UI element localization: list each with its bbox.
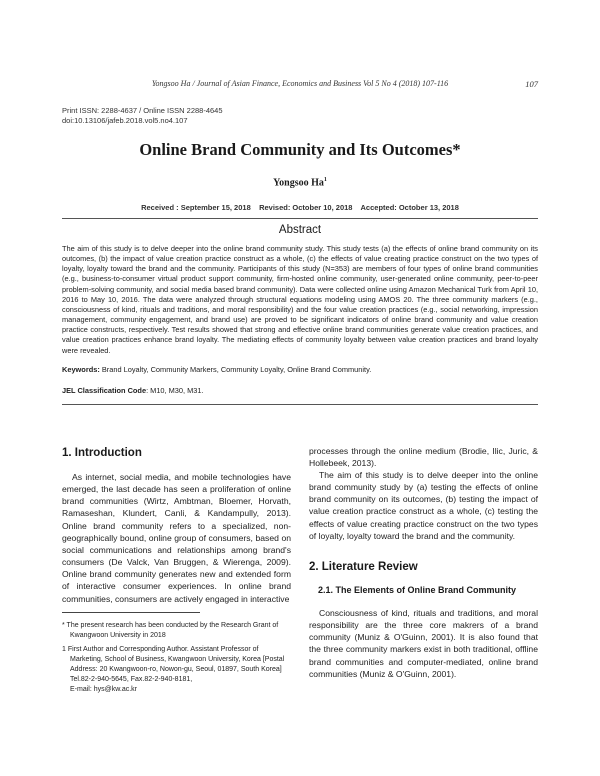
doi-line[interactable]: doi:10.13106/jafeb.2018.vol5.no4.107	[62, 116, 188, 125]
introduction-paragraph-2: The aim of this study is to delve deeper into the online brand community study by (a) testing the effects of online brand community on its outcomes, (b) testing the impact of value creation practice construct as a whole, (c) testing the effects of value creating practice construct on the two types of loyalty, loyalty toward the brand and the community.	[309, 470, 538, 541]
author-superscript[interactable]: 1	[323, 177, 327, 183]
footnote-grant-text: * The present research has been conducted by the Research Grant of Kwangwoon University in 2018	[62, 622, 279, 639]
page-number: 107	[525, 79, 538, 89]
jel-line	[62, 386, 538, 395]
abstract-heading: Abstract	[278, 224, 322, 236]
submission-dates: Received : September 15, 2018 Revised: October 10, 2018 Accepted: October 13, 2018	[141, 203, 459, 212]
author-name: Yongsoo Ha	[273, 177, 324, 189]
keywords-line	[62, 365, 538, 374]
section-heading-introduction: 1. Introduction	[62, 447, 142, 459]
author-line	[0, 177, 600, 188]
introduction-paragraph-1: As internet, social media, and mobile technologies have emerged, the last decade has seen a proliferation of online brand communities (Wirtz, Ambtman, Bloemer, Horvath, Ramaseshan, Klundert, Canli, & Kandampully, 2013). Online brand community refers to a specialized, non-geographically bound, online group of consumers, based on social communications and relationships among brand's consumers (De Valck, Van Bruggen, & Wierenga, 2009). Online brand community generates new and extended form of interactive consumer experiences. In online brand communities, consumers are actively engaged in interactive	[62, 472, 291, 604]
section-heading-literature-review: 2. Literature Review	[309, 561, 418, 573]
divider-top	[62, 218, 538, 219]
divider-bottom	[62, 404, 538, 405]
keywords-text: Brand Loyalty, Community Markers, Community Loyalty, Online Brand Community.	[99, 365, 372, 374]
paper-title: Online Brand Community and Its Outcomes*	[139, 140, 461, 159]
keywords-label: Keywords:	[62, 365, 100, 374]
footnote-grant	[62, 621, 291, 641]
jel-text: : M10, M30, M31.	[146, 386, 204, 395]
subsection-heading-elements: 2.1. The Elements of Online Brand Community	[318, 585, 517, 595]
footnote-divider	[62, 612, 200, 613]
abstract-text: The aim of this study is to delve deeper into the online brand community study. This study tests (a) the effects of online brand community on its outcomes, (b) the impact of value creation practice construct as a whole, (c) the effects of value creating practice construct on the two types of loyalty, loyalty toward the brand and the community. Participants of this study (N=353) are members of four types of online brand communities (e.g., business-to-consumer virtual product support community, firm-hosted online community, user-generated online community, peer-to-peer problem-solving community, and social media based brand community). Data were collected online using Amazon Mechanical Turk from April 10, 2016 to May 10, 2016. The data were analyzed through structural equations modeling using AMOS 20. The three community markers (e.g., consciousness of kind, rituals and traditions, and moral responsibility) and the four value creation practices (e.g., social networking, impression management, community engagement, and brand use) are proved to be significant indicators of online brand community and value creation practice constructs, respectively. Test results showed that strong and effective online brand communities generate value creation practices, and value creation practices enhance brand loyalty. The mediating effects of community loyalty between value creation practices and brand loyalty were revealed.	[62, 244, 538, 355]
introduction-paragraph-1-continued: processes through the online medium (Brodie, Ilic, Juric, & Hollebeek, 2013).	[309, 446, 538, 469]
issn-block	[62, 106, 223, 126]
jel-label: JEL Classification Code	[62, 386, 147, 395]
running-head: Yongsoo Ha / Journal of Asian Finance, Economics and Business Vol 5 No 4 (2018) 107-116	[151, 79, 449, 88]
footnote-author-text: 1 First Author and Corresponding Author. Assistant Professor of Marketing, School of Business, Kwangwoon University, Korea [Postal Address: 20 Kwangwoon-ro, Nowon-gu, Seoul, 01897, South Korea] Tel.82-2-940-5645, Fax.82-2-940-8181,	[62, 646, 285, 683]
issn-line: Print ISSN: 2288-4637 / Online ISSN 2288-4645	[62, 106, 223, 115]
literature-review-paragraph-1: Consciousness of kind, rituals and traditions, and moral responsibility are the three core makrers of a brand community (Muniz & O'Guinn, 2001). It is also found that the three community markers exist in both traditional, offline brand communities and computer-mediated, online brand communities (Muniz & O'Guinn, 2001).	[309, 608, 538, 679]
footnote-email[interactable]: E-mail: hys@kw.ac.kr	[70, 686, 138, 693]
footnote-author	[62, 645, 291, 695]
